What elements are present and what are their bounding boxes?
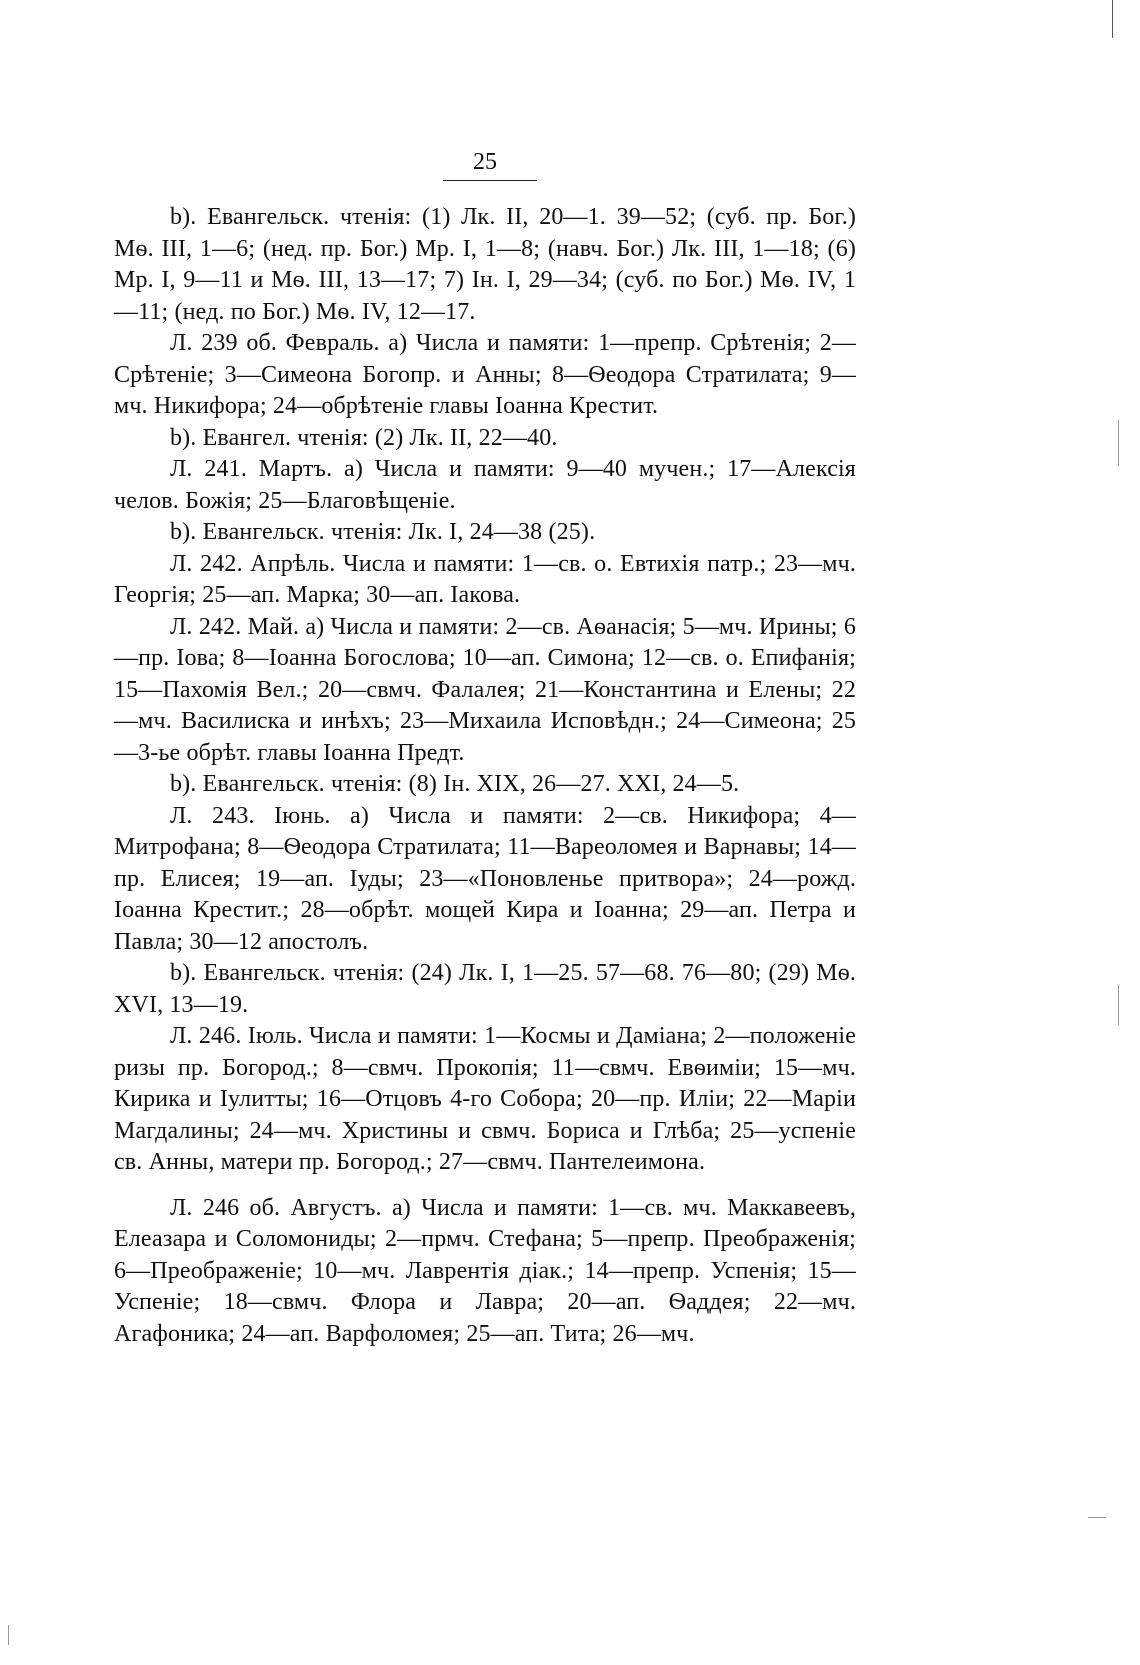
- page-number: 25: [473, 149, 497, 175]
- page-number-rule: [443, 180, 537, 181]
- paragraph-may-gospel-readings: b). Евангельск. чтенія: (8) Ін. XIX, 26—27. XXI, 24—5.: [170, 771, 740, 797]
- paragraph-march-gospel-readings: b). Евангельск. чтенія: Лк. I, 24—38 (25).: [170, 519, 596, 545]
- scan-edge-mark: [1112, 0, 1113, 38]
- scan-edge-mark: [1118, 985, 1119, 1025]
- paragraph-march-memories: Л. 241. Мартъ. а) Числа и памяти: 9—40 мучен.; 17—Алексія челов. Божія; 25—Благовѣщеніе.: [114, 456, 856, 514]
- paragraph-january-gospel-readings: b). Евангельск. чтенія: (1) Лк. II, 20—1. 39—52; (суб. пр. Бог.) Мѳ. III, 1—6; (нед. пр. Бог.) Мр. I, 1—8; (навч. Бог.) Лк. III, 1—18; (6) Мр. I, 9—11 и Мѳ. III, 13—17; 7) Ін. I, 29—34; (суб. по Бог.) Мѳ. IV, 1—11; (нед. по Бог.) Мѳ. IV, 12—17.: [114, 204, 856, 325]
- paragraph-june-gospel-readings: b). Евангельск. чтенія: (24) Лк. I, 1—25. 57—68. 76—80; (29) Мѳ. XVI, 13—19.: [114, 960, 856, 1018]
- scan-edge-mark: [8, 1625, 9, 1645]
- scan-edge-mark: [1118, 420, 1119, 466]
- paragraph-february-gospel-readings: b). Евангел. чтенія: (2) Лк. II, 22—40.: [170, 424, 558, 451]
- body-text: [114, 202, 856, 1350]
- paragraph-february-memories: Л. 239 об. Февраль. а) Числа и памяти: 1—препр. Срѣтенія; 2—Срѣтеніе; 3—Симеона Богопр. и Анны; 8—Ѳеодора Стратилата; 9—мч. Никифора; 24—обрѣтеніе главы Іоанна Крестит.: [114, 330, 856, 419]
- paragraph-july-memories: Л. 246. Іюль. Числа и памяти: 1—Космы и Даміана; 2—положеніе ризы пр. Богород.; 8—свмч. Прокопія; 11—свмч. Евѳиміи; 15—мч. Кирика и Іулитты; 16—Отцовъ 4-го Собора; 20—пр. Иліи; 22—Маріи Магдалины; 24—мч. Христины и свмч. Бориса и Глѣба; 25—успеніе св. Анны, матери пр. Богород.; 27—свмч. Пантелеимона.: [114, 1023, 856, 1175]
- paragraph-august-memories: Л. 246 об. Августъ. а) Числа и памяти: 1—св. мч. Маккавеевъ, Елеазара и Соломониды; 2—прмч. Стефана; 5—препр. Преображенія; 6—Преображеніе; 10—мч. Лаврентія діак.; 14—препр. Успенія; 15—Успеніе; 18—свмч. Флора и Лавра; 20—ап. Ѳаддея; 22—мч. Агафоника; 24—ап. Варфоломея; 25—ап. Тита; 26—мч.: [114, 1194, 856, 1347]
- paragraph-june-memories: Л. 243. Іюнь. а) Числа и памяти: 2—св. Никифора; 4—Митрофана; 8—Ѳеодора Стратилата; 11—Вареоломея и Варнавы; 14—пр. Елисея; 19—ап. Іуды; 23—«Поновленье притвора»; 24—рожд. Іоанна Крестит.; 28—обрѣт. мощей Кира и Іоанна; 29—ап. Петра и Павла; 30—12 апостолъ.: [114, 802, 856, 955]
- paragraph-may-memories: Л. 242. Май. а) Числа и памяти: 2—св. Аѳанасія; 5—мч. Ирины; 6—пр. Іова; 8—Іоанна Богослова; 10—ап. Симона; 12—св. о. Епифанія; 15—Пахомія Вел.; 20—свмч. Фалалея; 21—Константина и Елены; 22—мч. Василиска и инѣхъ; 23—Михаила Исповѣдн.; 24—Симеона; 25—3-ье обрѣт. главы Іоанна Предт.: [114, 613, 856, 766]
- paragraph-april-memories: Л. 242. Апрѣль. Числа и памяти: 1—св. о. Евтихія патр.; 23—мч. Георгія; 25—ап. Марка; 30—ап. Іакова.: [114, 550, 856, 608]
- scan-edge-mark: [1088, 1517, 1106, 1518]
